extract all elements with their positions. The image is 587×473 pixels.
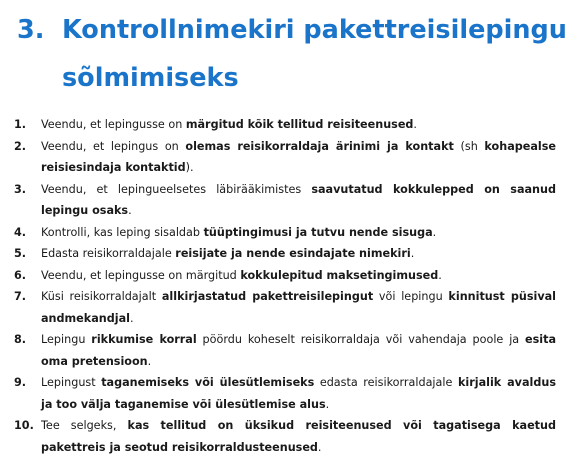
checklist-item-text [41, 118, 417, 131]
checklist-item-text [41, 333, 556, 368]
item-text-segment: . [410, 247, 415, 260]
checklist-item [14, 415, 556, 458]
checklist-item-number: 3. [14, 182, 27, 196]
emphasized-text: kokkulepitud maksetingimused [240, 268, 439, 282]
checklist-item-number: 7. [14, 290, 27, 303]
emphasized-text: reisijate ja nende esindajate nimekiri [175, 247, 411, 260]
checklist-item-text [41, 140, 556, 175]
item-text-segment: . [128, 204, 132, 217]
checklist-item-number: 10. [14, 419, 34, 432]
checklist-item [14, 372, 556, 415]
checklist-item-number: 9. [14, 376, 27, 389]
item-text-segment: pöördu koheselt reisikorraldaja või vahendaja poole ja [196, 333, 526, 346]
emphasized-text: kohapealse reisiesindaja kontaktid [41, 139, 556, 174]
item-text-segment: Veendu, et lepingusse on märgitud [41, 268, 241, 282]
emphasized-text: saavutatud kokkulepped on saanud lepingu osaks [41, 182, 556, 217]
checklist-item-text [41, 290, 556, 325]
checklist-item-number: 4. [14, 225, 27, 239]
section-title: Kontrollnimekiri pakettreisilepingu sõlmimiseks [62, 15, 567, 93]
checklist-item [14, 179, 556, 222]
emphasized-text: kinnitust püsival andmekandjal [41, 290, 556, 325]
section-heading [17, 6, 577, 102]
item-text-segment: (sh [453, 139, 485, 153]
item-text-segment: . [325, 397, 330, 411]
checklist-item-number: 1. [14, 118, 27, 131]
item-text-segment: või lepingu [373, 290, 449, 303]
emphasized-text: kas tellitud on üksikud reisiteenused või tagatisega kaetud pakettreis ja seotud reisikorraldusteenused [41, 419, 556, 454]
item-text-segment: Lepingust [41, 376, 102, 389]
item-text-segment: Tee selgeks, [41, 419, 128, 432]
item-text-segment: . [413, 118, 417, 131]
checklist-item [14, 136, 556, 179]
checklist-item-text [41, 376, 556, 411]
item-text-segment: . [438, 268, 442, 282]
item-text-segment: Veendu, et lepingusse on [41, 118, 186, 131]
item-text-segment: Küsi reisikorraldajalt [41, 290, 162, 303]
section-number: 3. [17, 15, 45, 45]
checklist-item [14, 265, 556, 287]
checklist-item [14, 222, 556, 244]
checklist-item-text [41, 419, 556, 454]
item-text-segment: Lepingu [41, 333, 92, 346]
checklist-item [14, 329, 556, 372]
item-text-segment: . [147, 354, 152, 368]
item-text-segment: Edasta reisikorraldajale [41, 247, 176, 260]
checklist-item [14, 243, 556, 265]
checklist-item-text [41, 269, 442, 282]
emphasized-text: märgitud kõik tellitud reisiteenused [185, 118, 414, 131]
item-text-segment: ). [185, 161, 194, 174]
item-text-segment: . [317, 440, 322, 454]
checklist-item [14, 286, 556, 329]
emphasized-text: esita oma pretensioon [41, 333, 557, 368]
checklist-item-text [41, 247, 414, 260]
emphasized-text: allkirjastatud pakettreisilepingut [161, 290, 374, 303]
item-text-segment: edasta reisikorraldajale [314, 376, 458, 389]
emphasized-text: rikkumise korral [91, 333, 197, 346]
checklist-item [14, 114, 556, 136]
emphasized-text: olemas reisikorraldaja ärinimi ja kontakt [185, 139, 454, 153]
checklist-item-number: 8. [14, 333, 27, 346]
checklist-item-number: 6. [14, 268, 27, 282]
item-text-segment: Veendu, et lepingueelsetes läbirääkimistes [41, 182, 312, 196]
checklist-item-text [41, 226, 436, 239]
emphasized-text: taganemiseks või ülesütlemiseks [101, 376, 315, 389]
item-text-segment: . [432, 225, 437, 239]
item-text-segment: . [129, 311, 134, 325]
checklist-item-text [41, 183, 556, 218]
checklist [14, 114, 556, 458]
item-text-segment: Veendu, et lepingus on [41, 139, 186, 153]
item-text-segment: Kontrolli, kas leping sisaldab [41, 225, 204, 239]
emphasized-text: kirjalik avaldus ja too välja taganemise või ülesütlemise alus [41, 376, 556, 411]
checklist-item-number: 2. [14, 139, 27, 153]
checklist-item-number: 5. [14, 247, 27, 260]
emphasized-text: tüüptingimusi ja tutvu nende sisuga [203, 225, 433, 239]
